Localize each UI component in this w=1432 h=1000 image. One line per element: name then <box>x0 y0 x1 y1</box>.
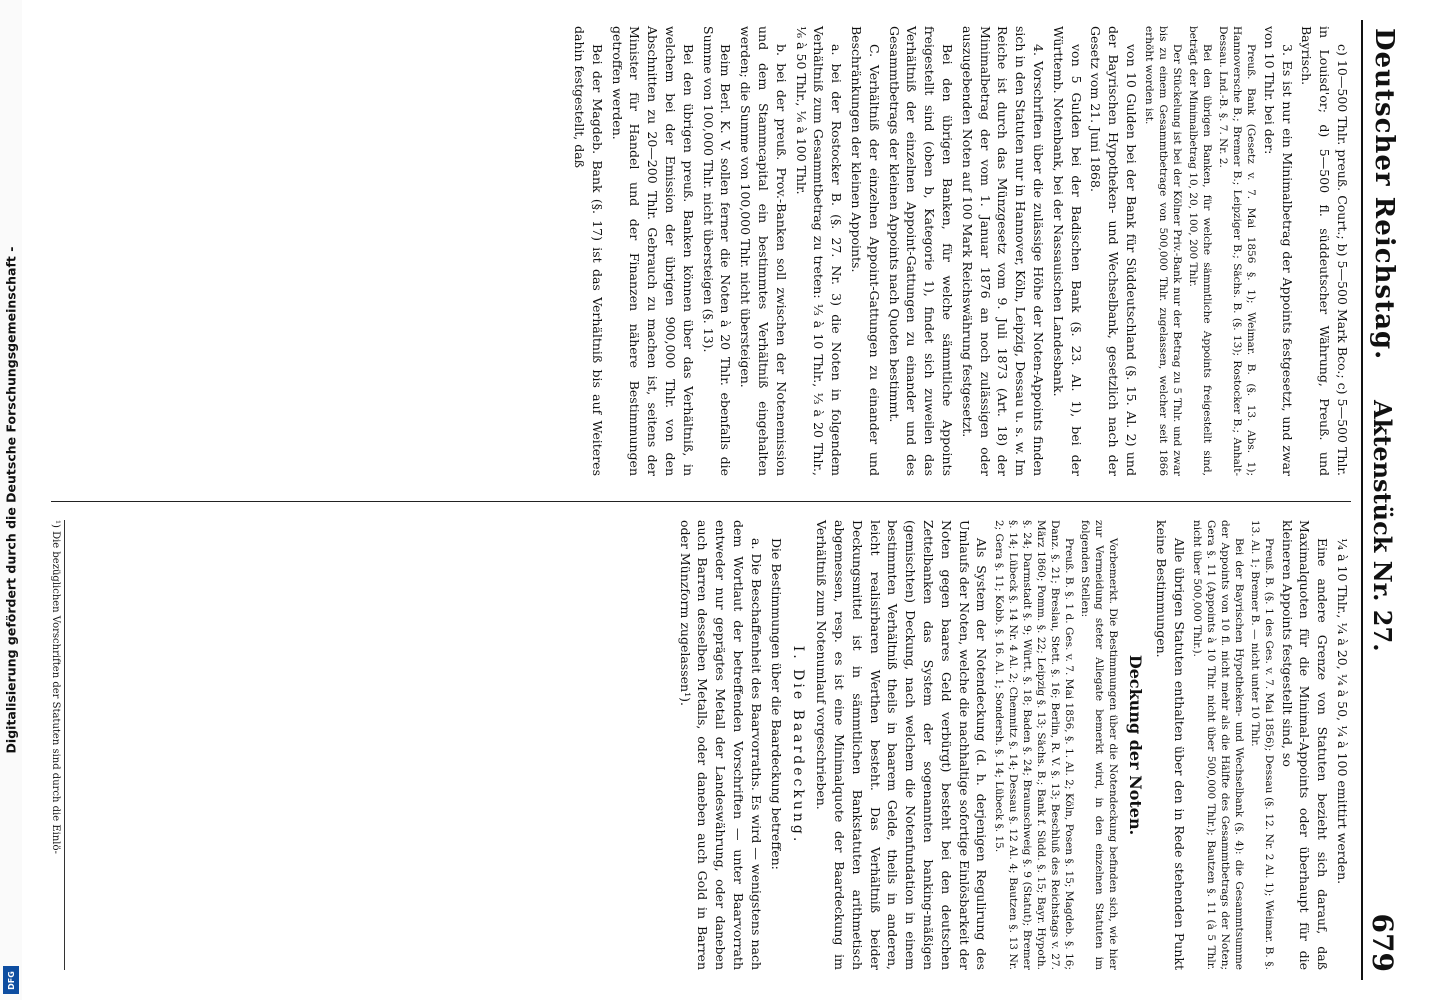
dfg-logo-text: DFG <box>6 970 16 990</box>
page-header-section: Aktenstück Nr. 27. <box>1368 400 1397 652</box>
column-divider <box>51 501 1351 502</box>
paragraph: 4. Vorschriften über die zulässige Höhe der Noten-Appoints finden sich in den Statuten nur in Hannover, Köln, Leipzig, Dessau u. s. w. Im Reiche ist durch das Münzgesetz vom 9. Juli 1873 (Art. 18) der Minimalbetrag der vom 1. Januar 1876 an noch zulässigen oder auszugebenden Noten auf 100 Mark Reichswährung festgesetzt. <box>959 26 1047 476</box>
rotated-page-content <box>25 20 1405 980</box>
paragraph: ¼ à 10 Thlr., ¼ à 20, ¼ à 50, ¼ à 100 emittirt werden. <box>1335 538 1350 885</box>
page-header <box>1361 20 1405 980</box>
paragraph: Preuß. B. (§. 1 des Ges. v. 7. Mai 1856); Dessau (§. 12. Nr. 2 Al. 1); Weimar. B. §. 13. Al. 1; Bremer B. — nicht unter 10 Thlr. <box>1248 520 1275 970</box>
dfg-logo-icon[interactable] <box>3 966 19 994</box>
paragraph: C. Verhältniß der einzelnen Appoint-Gattungen zu einander und Beschränkungen der kleinen Appoints. <box>849 26 882 476</box>
paragraph: Preuß. Bank (Gesetz v. 7. Mai 1856 §. 1); Weimar. B. (§. 13. Abs. 1); Hannoversche B.; Bremer B.; Leipziger B.; Sächs. B. (§. 13); Rostocker B.; Anhalt-Dessau. Lnd.-B. §. 7. Nr. 2. <box>1217 26 1258 476</box>
footnote: ¹) Die bezüglichen Vorschriften der Statuten sind durch die Einlö- <box>50 520 65 970</box>
paragraph: c) 10—500 Thlr. preuß. Court.; b) 5—500 Mark Bco.; c) 5—500 Thlr. in Louisd'or; d) 5—500 fl. süddeutscher Währung, Preuß. und Bayrisch. <box>1299 26 1350 476</box>
paragraph: Alle übrigen Statuten enthalten über den in Rede stehenden Punkt keine Bestimmungen. <box>1154 520 1187 970</box>
paragraph: Eine andere Grenze von Statuten bezieht sich darauf, daß Maximalquoten für die Minimal-Appoints oder überhaupt für die kleineren Appoints festgestellt sind, so <box>1279 520 1331 970</box>
page-header-title: Deutscher Reichstag. <box>1369 28 1399 361</box>
paragraph: Bei den übrigen preuß. Banken können über das Verhältniß, in welchem bei der Emission der übrigen 900,000 Thlr. von den Abschnitten zu 20—200 Thlr. Gebrauch zu machen ist, seitens der Minister für Handel und der Finanzen nähere Bestimmungen getroffen werden. <box>609 26 696 476</box>
paragraph: Vorbemerkt. Die Bestimmungen über die Notendeckung befinden sich, wie hier zur Vermeidung steter Allegate bemerkt wird, in den einzelnen Statuten im folgenden Stellen: <box>1079 520 1120 970</box>
section-heading: Deckung der Noten. <box>1126 654 1146 836</box>
paragraph: Beim Berl. K. V. sollen ferner die Noten à 20 Thlr. ebenfalls die Summe von 100,000 Thlr. nicht übersteigen (§. 13). <box>700 26 734 476</box>
paragraph: Bei der Bayrischen Hypotheken- und Wechselbank (§. 4): die Gesammtsumme der Appoints von 10 fl. nicht mehr als die Hälfte des Gesammtbetrags der Noten; Gera §. 11 (Appoints à 10 Thlr. nicht über 500,000 Thlr.); Bautzen §. 11 (à 5 Thlr. nicht über 500,000 Thlr.). <box>1190 520 1245 970</box>
paragraph: a. Die Beschaffenheit des Baarvorraths. Es wird — wenigstens nach dem Wortlaut der betreffenden Vorschriften — unter Baarvorrath entweder nur geprägtes Metall der Landeswährung, oder daneben auch Barren desselben Metalls, oder daneben auch Gold in Barren oder Münzform zugelassen¹). <box>677 520 764 970</box>
paragraph: Bei den übrigen Banken, für welche sämmtliche Appoints freigestellt sind, beträgt der Minimalbetrag 10, 20, 100, 200 Thlr. <box>1187 26 1214 476</box>
digitization-credit: Digitalisierung gefördert durch die Deutsche Forschungsgemeinschaft - <box>3 246 19 754</box>
digitization-sidebar <box>0 0 22 1000</box>
paragraph: 3. Es ist nur ein Minimalbetrag der Appoints festgesetzt, und zwar von 10 Thlr. bei der: <box>1261 26 1295 476</box>
subsection-heading: I. Die Baardeckung. <box>790 645 807 845</box>
paragraph: a. bei der Rostocker B. (§. 27. Nr. 3) die Noten in folgendem Verhältniß zum Gesammtbetrag zu treten: ⅓ à 10 Thlr., ⅓ à 20 Thlr., ⅙ à 50 Thlr., ⅙ à 100 Thlr. <box>793 26 845 476</box>
paragraph: Bei den übrigen Banken, für welche sämmtliche Appoints freigestellt sind (oben b, Kategorie 1), findet sich zuweilen das Verhältniß der einzelnen Appoint-Gattungen zu einander und des Gesammtbetrags der kleinen Appoints nach Quoten bestimmt. <box>886 26 956 476</box>
paragraph: Die Bestimmungen über die Baardeckung betreffen: <box>768 538 784 870</box>
page-number: 679 <box>1366 913 1399 972</box>
paragraph: von 10 Gulden bei der Bank für Süddeutschland (§. 15. Al. 2) und der Bayrischen Hypotheken- und Wechselbank, gesetzlich nach der Gesetz vom 21. Juni 1868. <box>1088 26 1140 476</box>
paragraph: Als System der Notendeckung (d. h. derjenigen Regulirung des Umlaufs der Noten, welche die nachhaltige sofortige Einlösbarkeit der Noten gegen baares Geld verbürgt) besteht bei den deutschen Zettelbanken das System der sogenannten banking-mäßigen (gemischten) Deckung, nach welchem die Notenfundation in einem bestimmten Verhältniß theils in baarem Gelde, theils in anderen, leicht realisirbaren Werthen besteht. Das Verhältniß beider Deckungsmittel ist in sämmtlichen Bankstatuten arithmetisch abgemessen, resp. es ist eine Minimalquote der Baardeckung im Verhältniß zum Notenumlauf vorgeschrieben. <box>814 520 990 970</box>
left-column <box>568 26 1351 476</box>
paragraph: Bei der Magdeb. Bank (§. 17) ist das Verhältniß bis auf Weiteres dahin festgestellt, daß <box>572 26 605 476</box>
paragraph: Preuß. B. §. 1 d. Ges. v. 7. Mai 1856, §. 1. Al. 2; Köln, Posen §. 15; Magdeb. §. 16; Danz. §. 21; Breslau, Stett. §. 16; Berlin, R. V. §. 13; Beschluß des Reichstags v. 27. März 1860; Pomm. §. 22; Leipzig §. 13; Sächs. B.; Bank f. Südd. §. 15; Bayr. Hypoth. §. 24; Darmstadt §. 9; Württ. §. 18; Baden §. 24; Braunschweig §. 9 (Statut); Bremer §. 14; Lübeck §. 14 Nr. 4 Al. 2; Chemnitz §. 14; Dessau §. 12 Al. 4; Bautzen §. 13 Nr. 2; Gera §. 11; Kobb. §. 16. Al. 1; Sondersh. §. 14; Lübeck §. 15. <box>993 520 1076 970</box>
right-column <box>674 520 1351 970</box>
paragraph: von 5 Gulden bei der Badischen Bank (§. 23. Al. 1), bei der Württemb. Notenbank, bei der Nassauischen Landesbank. <box>1050 26 1084 476</box>
paragraph: Der Stückelung ist bei der Kölner Priv.-Bank nur der Betrag zu 5 Thlr. und zwar bis zu einem Gesammtbetrage von 500,000 Thlr. zugelassen, welcher seit 1866 erhöht worden ist. <box>1143 26 1184 476</box>
paragraph: b. bei der preuß. Prov.-Banken soll zwischen der Notenemission und dem Stammcapital ein bestimmtes Verhältniß eingehalten werden; die Summe von 100,000 Thlr. nicht übersteigen. <box>738 26 789 476</box>
